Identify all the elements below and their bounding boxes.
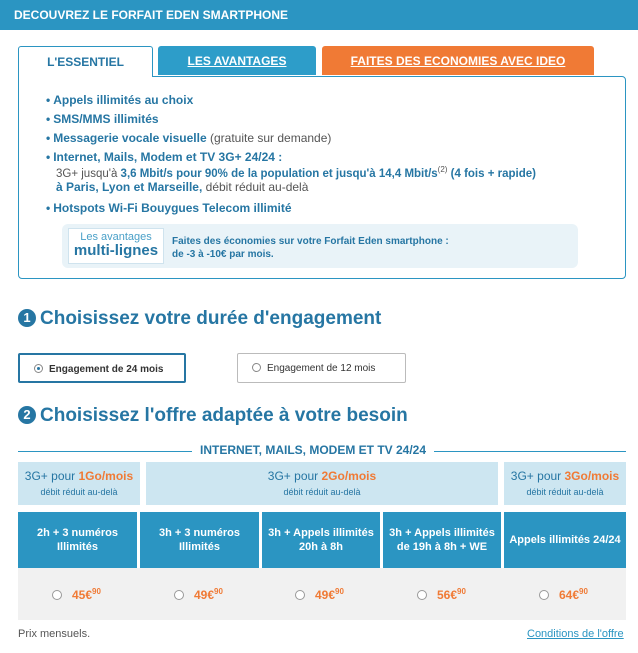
tab-essentiel[interactable]: [18, 46, 153, 77]
logo-line: Les avantages: [80, 231, 152, 243]
price-value: 56€: [437, 588, 458, 602]
price-value: 45€: [72, 588, 93, 602]
step-title-text: Choisissez votre durée d'engagement: [40, 308, 382, 329]
logo-line: multi-lignes: [73, 242, 159, 259]
step-number: 2: [18, 406, 36, 424]
price-cents: 90: [214, 587, 223, 596]
footnote-ref: (2): [437, 165, 448, 174]
tab-label: L'ESSENTIEL: [47, 55, 124, 69]
multi-text-line: de -3 à -10€ par mois.: [172, 249, 274, 260]
feature-label: Appels illimités au choix: [53, 93, 194, 107]
price-cents: 90: [457, 587, 466, 596]
radio-icon[interactable]: [539, 590, 549, 600]
detail-bold: à Paris, Lyon et Marseille,: [56, 180, 203, 194]
offer-header: [383, 512, 501, 568]
offer-header: [262, 512, 380, 568]
detail-text: débit réduit au-delà: [205, 180, 309, 194]
detail-bold: 3,6 Mbit/s pour 90% de la population et jusqu'à 14,4 Mbit/s: [120, 167, 438, 180]
engagement-12-option[interactable]: [237, 353, 406, 383]
price-value: 49€: [194, 588, 215, 602]
feature-note: (gratuite sur demande): [209, 131, 332, 145]
detail-bold: (4 fois + rapide): [450, 167, 536, 180]
price-value: 64€: [559, 588, 580, 602]
data-allowance-1go: [18, 462, 140, 505]
offer-line: Illimités: [179, 541, 220, 553]
feature-label: SMS/MMS illimités: [53, 112, 159, 126]
data-prefix: 3G+ pour: [510, 469, 565, 483]
data-note: débit réduit au-delà: [40, 487, 118, 497]
data-amount: 1Go/mois: [78, 469, 134, 483]
offer-header: [18, 512, 137, 568]
offer-line: Appels illimités 24/24: [509, 534, 621, 546]
monthly-prices-note: Prix mensuels.: [18, 628, 91, 640]
step-title-text: Choisissez l'offre adaptée à votre besoin: [40, 405, 408, 426]
banner-title: DECOUVREZ LE FORFAIT EDEN SMARTPHONE: [14, 8, 289, 22]
feature-detail: [56, 180, 308, 194]
radio-icon[interactable]: [252, 363, 261, 372]
offer-price-option[interactable]: [52, 587, 101, 602]
feature-item: • Messagerie vocale visuelle (gratuite sur demande): [46, 131, 332, 145]
tab-economies-ideo[interactable]: [322, 46, 594, 75]
feature-label: Internet, Mails, Modem et TV 3G+ 24/24 :: [53, 150, 283, 164]
offer-header: [504, 512, 626, 568]
data-prefix: 3G+ pour: [267, 469, 322, 483]
data-amount: 2Go/mois: [321, 469, 377, 483]
tab-label: FAITES DES ECONOMIES AVEC IDEO: [350, 54, 566, 68]
conditions-link[interactable]: Conditions de l'offre: [527, 628, 624, 640]
section-title: INTERNET, MAILS, MODEM ET TV 24/24: [192, 443, 434, 457]
data-note: débit réduit au-delà: [526, 487, 604, 497]
data-note: débit réduit au-delà: [283, 487, 361, 497]
feature-item: • Internet, Mails, Modem et TV 3G+ 24/24 :: [46, 150, 283, 164]
feature-item: • SMS/MMS illimités: [46, 112, 159, 126]
offer-price-option[interactable]: [417, 587, 466, 602]
offer-line: 2h + 3 numéros: [36, 527, 118, 539]
radio-icon[interactable]: [417, 590, 427, 600]
offer-price-option[interactable]: [295, 587, 344, 602]
radio-icon[interactable]: [295, 590, 305, 600]
offer-price-option[interactable]: [539, 587, 588, 602]
top-banner: [0, 0, 638, 30]
engagement-24-option[interactable]: [18, 353, 186, 383]
price-cents: 90: [579, 587, 588, 596]
radio-icon[interactable]: [34, 364, 43, 373]
offer-line: 20h à 8h: [298, 541, 344, 553]
offer-line: de 19h à 8h + WE: [396, 541, 488, 553]
radio-icon[interactable]: [174, 590, 184, 600]
offer-line: Illimités: [57, 541, 98, 553]
radio-icon[interactable]: [52, 590, 62, 600]
multi-lines-logo[interactable]: [68, 228, 164, 264]
price-value: 49€: [315, 588, 336, 602]
feature-detail: [56, 165, 536, 180]
feature-item: • Hotspots Wi-Fi Bouygues Telecom illimité: [46, 201, 292, 215]
detail-text: 3G+ jusqu'à: [56, 167, 118, 180]
engagement-label: Engagement de 12 mois: [267, 363, 376, 374]
multi-text-line: Faites des économies sur votre Forfait Eden smartphone :: [172, 236, 449, 247]
tab-label: LES AVANTAGES: [187, 54, 287, 68]
step-number: 1: [18, 309, 36, 327]
price-cents: 90: [335, 587, 344, 596]
offer-price-option[interactable]: [174, 587, 223, 602]
feature-label: Hotspots Wi-Fi Bouygues Telecom illimité: [53, 201, 292, 215]
offer-line: 3h + 3 numéros: [158, 527, 240, 539]
price-cents: 90: [92, 587, 101, 596]
step-1-title: [18, 308, 381, 330]
data-prefix: 3G+ pour: [24, 469, 79, 483]
data-allowance-3go: [504, 462, 626, 505]
feature-label: Messagerie vocale visuelle: [53, 131, 207, 145]
offer-header: [140, 512, 259, 568]
tab-avantages[interactable]: [158, 46, 316, 75]
offer-line: 3h + Appels illimités: [389, 527, 495, 539]
data-allowance-2go: [146, 462, 498, 505]
data-amount: 3Go/mois: [564, 469, 620, 483]
multi-lines-text: [172, 235, 449, 261]
step-2-title: [18, 405, 408, 427]
engagement-label: Engagement de 24 mois: [49, 364, 164, 375]
feature-item: • Appels illimités au choix: [46, 93, 194, 107]
offer-line: 3h + Appels illimités: [268, 527, 374, 539]
